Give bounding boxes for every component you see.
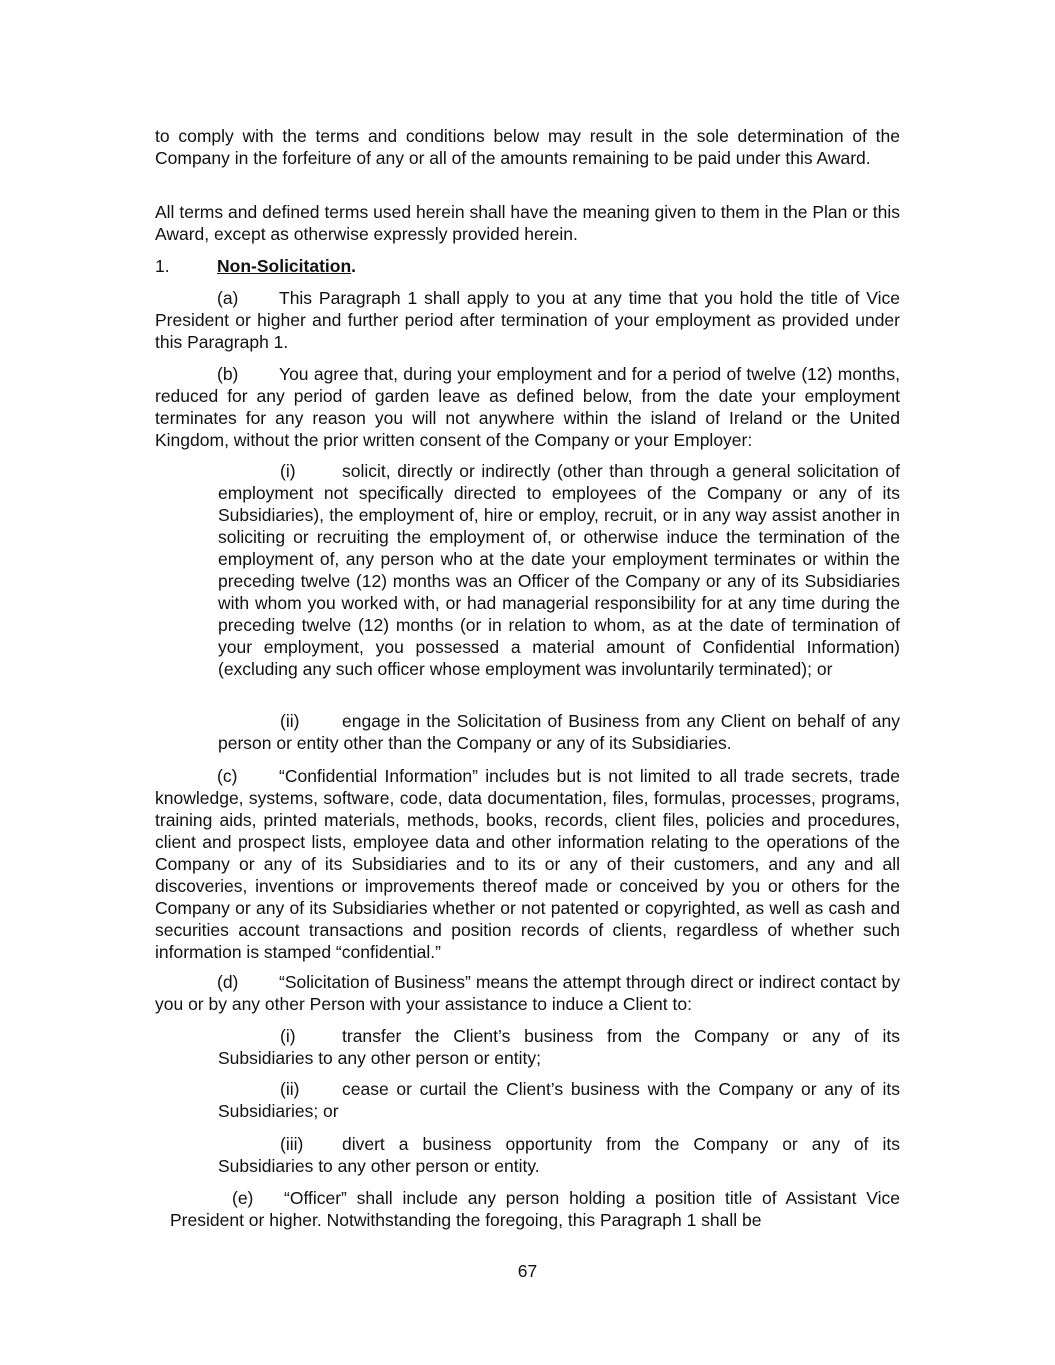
paragraph-b <box>155 363 900 451</box>
paragraph-e-label: (e) <box>232 1188 254 1208</box>
paragraph-c-label: (c) <box>217 766 238 786</box>
defined-terms-paragraph: All terms and defined terms used herein shall have the meaning given to them in the Plan or this Award, except as otherwise expressly provided herein. <box>155 202 900 244</box>
paragraph-d-i-text: transfer the Client’s business from the Company or any of its Subsidiaries to any other person or entity; <box>218 1026 900 1068</box>
paragraph-d-ii-label: (ii) <box>280 1079 300 1099</box>
paragraph-e <box>170 1187 900 1231</box>
paragraph-c-text: “Confidential Information” includes but is not limited to all trade secrets, trade knowledge, systems, software, code, data documentation, files, formulas, processes, programs, training aids, printed materials, methods, books, records, client files, policies and procedures, client and prospect lists, employee data and other information relating to the operations of the Company or any of its Subsidiaries and to its or any of their customers, and any and all discoveries, inventions or improvements thereof made or conceived by you or others for the Company or any of its Subsidiaries whether or not patented or copyrighted, as well as cash and securities account transactions and position records of clients, regardless of whether such information is stamped “confidential.” <box>155 766 900 962</box>
paragraph-d-iii-text: divert a business opportunity from the Company or any of its Subsidiaries to any other person or entity. <box>218 1134 900 1176</box>
section-1-heading <box>155 255 900 277</box>
paragraph-c <box>155 765 900 963</box>
intro-paragraph: to comply with the terms and conditions below may result in the sole determination of the Company in the forfeiture of any or all of the amounts remaining to be paid under this Award. <box>155 126 900 168</box>
paragraph-d-i <box>218 1025 900 1069</box>
paragraph-b-i-text: solicit, directly or indirectly (other than through a general solicitation of employment not specifically directed to employees of the Company or any of its Subsidiaries), the employment of, hire or employ, recruit, or in any way assist another in soliciting or recruiting the employment of, or otherwise induce the termination of the employment of, any person who at the date your employment terminates or within the preceding twelve (12) months was an Officer of the Company or any of its Subsidiaries with whom you worked with, or had managerial responsibility for at any time during the preceding twelve (12) months (or in relation to whom, as at the date of termination of your employment, you possessed a material amount of Confidential Information) (excluding any such officer whose employment was involuntarily terminated); or <box>218 461 900 679</box>
paragraph-d-i-label: (i) <box>280 1026 296 1046</box>
paragraph-b-ii-text: engage in the Solicitation of Business from any Client on behalf of any person or entity other than the Company or any of its Subsidiaries. <box>218 711 900 753</box>
section-number: 1. <box>155 256 170 276</box>
page-number: 67 <box>517 1261 538 1281</box>
paragraph-b-ii-label: (ii) <box>280 711 300 731</box>
paragraph-b-i <box>218 460 900 680</box>
paragraph-b-i-label: (i) <box>280 461 296 481</box>
paragraph-a-label: (a) <box>217 288 239 308</box>
paragraph-d <box>155 971 900 1015</box>
section-title: Non-Solicitation <box>217 256 352 276</box>
section-title-period: . <box>351 256 357 276</box>
paragraph-e-text: “Officer” shall include any person holding a position title of Assistant Vice President or higher. Notwithstanding the foregoing, this Paragraph 1 shall be <box>170 1188 900 1230</box>
paragraph-d-ii <box>218 1078 900 1122</box>
paragraph-d-iii-label: (iii) <box>280 1134 304 1154</box>
paragraph-b-label: (b) <box>217 364 239 384</box>
paragraph-a-text: This Paragraph 1 shall apply to you at any time that you hold the title of Vice President or higher and further period after termination of your employment as provided under this Paragraph 1. <box>155 288 900 352</box>
paragraph-d-ii-text: cease or curtail the Client’s business with the Company or any of its Subsidiaries; or <box>218 1079 900 1121</box>
paragraph-d-iii <box>218 1133 900 1177</box>
paragraph-d-text: “Solicitation of Business” means the attempt through direct or indirect contact by you or by any other Person with your assistance to induce a Client to: <box>155 972 900 1014</box>
paragraph-b-ii <box>218 710 900 754</box>
paragraph-d-label: (d) <box>217 972 239 992</box>
paragraph-b-text: You agree that, during your employment and for a period of twelve (12) months, reduced for any period of garden leave as defined below, from the date your employment terminates for any reason you will not anywhere within the island of Ireland or the United Kingdom, without the prior written consent of the Company or your Employer: <box>155 364 900 450</box>
paragraph-a <box>155 287 900 353</box>
